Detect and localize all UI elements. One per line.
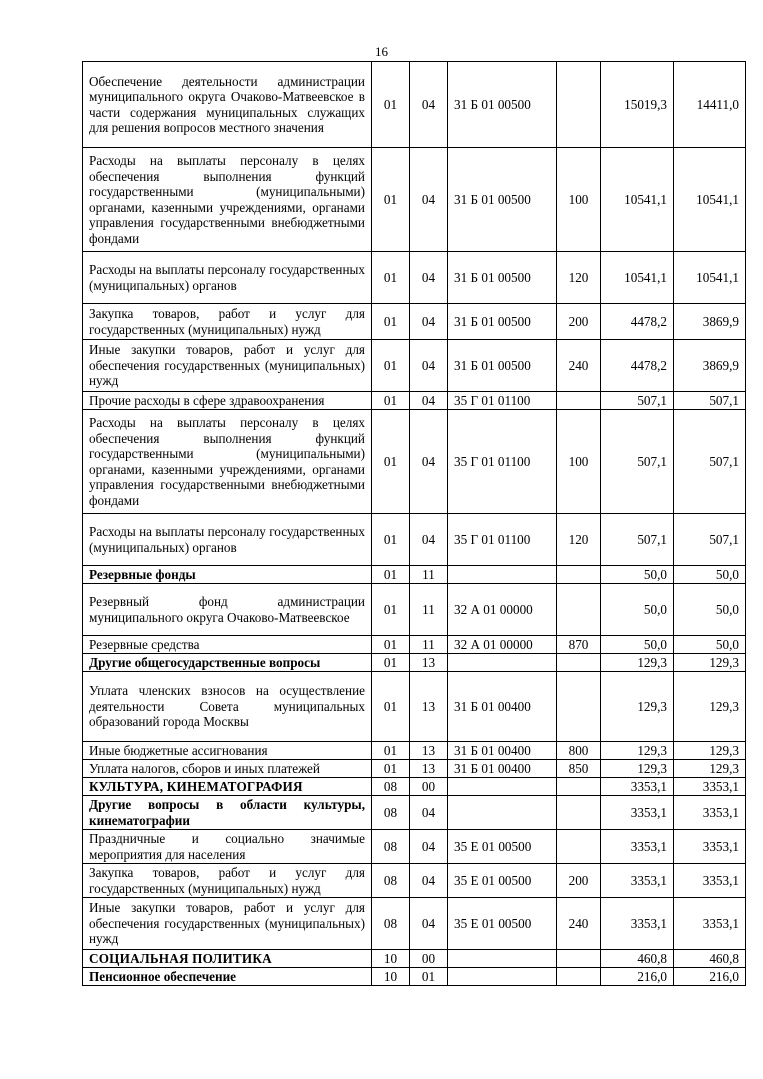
table-row (83, 148, 746, 252)
row-expense-type (557, 778, 601, 796)
row-amount-year1: 507,1 (601, 514, 674, 566)
row-subsection: 04 (410, 62, 448, 148)
row-subsection: 04 (410, 392, 448, 410)
row-name: Расходы на выплаты персоналу в целях обеспечения выполнения функций государственными (муниципальными) органами, казенными учреждениями, органами управления государственными внебюджетными фондами (83, 410, 372, 514)
row-section: 01 (372, 62, 410, 148)
row-name: Иные бюджетные ассигнования (83, 742, 372, 760)
row-expense-type: 200 (557, 864, 601, 898)
row-name: Другие вопросы в области культуры, кинематографии (83, 796, 372, 830)
row-target-article (448, 654, 557, 672)
row-expense-type (557, 672, 601, 742)
table-row (83, 742, 746, 760)
row-expense-type (557, 950, 601, 968)
row-amount-year2: 10541,1 (674, 148, 746, 252)
row-section: 01 (372, 410, 410, 514)
row-expense-type (557, 796, 601, 830)
page-number: 16 (375, 44, 388, 59)
row-subsection: 04 (410, 830, 448, 864)
row-name: Уплата членских взносов на осуществление деятельности Совета муниципальных образований города Москвы (83, 672, 372, 742)
row-subsection: 00 (410, 778, 448, 796)
table-row (83, 796, 746, 830)
row-section: 01 (372, 584, 410, 636)
row-section: 01 (372, 392, 410, 410)
row-name: Расходы на выплаты персоналу в целях обеспечения выполнения функций государственными (муниципальными) органами, казенными учреждениями, органами управления государственными внебюджетными фондами (83, 148, 372, 252)
row-amount-year1: 460,8 (601, 950, 674, 968)
row-target-article: 35 Е 01 00500 (448, 898, 557, 950)
row-subsection: 13 (410, 760, 448, 778)
row-name: Иные закупки товаров, работ и услуг для обеспечения государственных (муниципальных) нужд (83, 340, 372, 392)
row-target-article: 31 Б 01 00500 (448, 148, 557, 252)
row-expense-type (557, 62, 601, 148)
row-amount-year2: 50,0 (674, 636, 746, 654)
row-target-article: 35 Г 01 01100 (448, 392, 557, 410)
table-row (83, 778, 746, 796)
row-expense-type (557, 654, 601, 672)
row-section: 01 (372, 148, 410, 252)
table-row (83, 340, 746, 392)
row-amount-year2: 50,0 (674, 584, 746, 636)
row-target-article (448, 796, 557, 830)
row-amount-year2: 3353,1 (674, 796, 746, 830)
row-amount-year2: 129,3 (674, 760, 746, 778)
row-amount-year2: 129,3 (674, 672, 746, 742)
row-name: Резервные фонды (83, 566, 372, 584)
row-section: 01 (372, 672, 410, 742)
table-row (83, 514, 746, 566)
row-subsection: 04 (410, 340, 448, 392)
row-target-article: 31 Б 01 00500 (448, 252, 557, 304)
row-name: Другие общегосударственные вопросы (83, 654, 372, 672)
table-row (83, 864, 746, 898)
row-amount-year2: 3353,1 (674, 898, 746, 950)
row-amount-year2: 14411,0 (674, 62, 746, 148)
row-expense-type: 800 (557, 742, 601, 760)
table-row (83, 672, 746, 742)
row-name: Резервный фонд администрации муниципального округа Очаково-Матвеевское (83, 584, 372, 636)
row-name: КУЛЬТУРА, КИНЕМАТОГРАФИЯ (83, 778, 372, 796)
row-target-article: 32 А 01 00000 (448, 636, 557, 654)
row-expense-type (557, 584, 601, 636)
row-target-article: 31 Б 01 00500 (448, 62, 557, 148)
budget-table-body (83, 62, 746, 986)
row-subsection: 04 (410, 410, 448, 514)
row-section: 01 (372, 636, 410, 654)
row-subsection: 01 (410, 968, 448, 986)
row-target-article: 31 Б 01 00400 (448, 742, 557, 760)
row-name: Уплата налогов, сборов и иных платежей (83, 760, 372, 778)
row-section: 08 (372, 778, 410, 796)
row-section: 01 (372, 514, 410, 566)
table-row (83, 584, 746, 636)
row-target-article: 31 Б 01 00500 (448, 304, 557, 340)
row-amount-year1: 507,1 (601, 410, 674, 514)
row-subsection: 11 (410, 636, 448, 654)
row-expense-type: 100 (557, 148, 601, 252)
row-target-article: 35 Е 01 00500 (448, 830, 557, 864)
row-amount-year1: 129,3 (601, 672, 674, 742)
row-section: 08 (372, 796, 410, 830)
row-amount-year1: 3353,1 (601, 864, 674, 898)
row-name: Пенсионное обеспечение (83, 968, 372, 986)
row-amount-year2: 10541,1 (674, 252, 746, 304)
row-amount-year2: 129,3 (674, 742, 746, 760)
row-subsection: 11 (410, 566, 448, 584)
row-expense-type (557, 566, 601, 584)
row-name: Праздничные и социально значимые мероприятия для населения (83, 830, 372, 864)
row-target-article: 31 Б 01 00500 (448, 340, 557, 392)
row-target-article: 35 Е 01 00500 (448, 864, 557, 898)
row-amount-year2: 3869,9 (674, 340, 746, 392)
row-amount-year2: 3353,1 (674, 778, 746, 796)
row-name: Закупка товаров, работ и услуг для государственных (муниципальных) нужд (83, 864, 372, 898)
table-row (83, 62, 746, 148)
table-row (83, 392, 746, 410)
row-target-article: 32 А 01 00000 (448, 584, 557, 636)
table-row (83, 830, 746, 864)
row-name: Закупка товаров, работ и услуг для государственных (муниципальных) нужд (83, 304, 372, 340)
row-name: Резервные средства (83, 636, 372, 654)
row-amount-year1: 4478,2 (601, 340, 674, 392)
row-expense-type: 200 (557, 304, 601, 340)
row-target-article (448, 968, 557, 986)
row-amount-year2: 129,3 (674, 654, 746, 672)
row-section: 10 (372, 968, 410, 986)
row-amount-year1: 10541,1 (601, 252, 674, 304)
row-expense-type: 120 (557, 514, 601, 566)
table-row (83, 968, 746, 986)
table-row (83, 760, 746, 778)
row-amount-year2: 507,1 (674, 514, 746, 566)
row-amount-year1: 50,0 (601, 584, 674, 636)
row-target-article: 35 Г 01 01100 (448, 410, 557, 514)
row-expense-type: 870 (557, 636, 601, 654)
row-expense-type: 240 (557, 898, 601, 950)
budget-table (82, 61, 746, 986)
row-target-article (448, 778, 557, 796)
row-name: СОЦИАЛЬНАЯ ПОЛИТИКА (83, 950, 372, 968)
row-amount-year1: 50,0 (601, 636, 674, 654)
table-row (83, 252, 746, 304)
row-section: 01 (372, 252, 410, 304)
row-section: 08 (372, 864, 410, 898)
row-amount-year1: 4478,2 (601, 304, 674, 340)
table-row (83, 566, 746, 584)
row-section: 01 (372, 304, 410, 340)
row-amount-year1: 15019,3 (601, 62, 674, 148)
row-name: Расходы на выплаты персоналу государственных (муниципальных) органов (83, 252, 372, 304)
row-subsection: 04 (410, 252, 448, 304)
row-subsection: 04 (410, 148, 448, 252)
table-row (83, 636, 746, 654)
row-amount-year2: 507,1 (674, 410, 746, 514)
row-amount-year1: 507,1 (601, 392, 674, 410)
row-subsection: 13 (410, 672, 448, 742)
row-amount-year2: 3353,1 (674, 830, 746, 864)
row-section: 01 (372, 760, 410, 778)
row-section: 08 (372, 830, 410, 864)
row-name: Иные закупки товаров, работ и услуг для обеспечения государственных (муниципальных) нужд (83, 898, 372, 950)
row-amount-year1: 50,0 (601, 566, 674, 584)
row-subsection: 04 (410, 796, 448, 830)
row-amount-year1: 3353,1 (601, 898, 674, 950)
row-section: 01 (372, 566, 410, 584)
row-target-article: 31 Б 01 00400 (448, 760, 557, 778)
row-subsection: 04 (410, 898, 448, 950)
row-amount-year2: 50,0 (674, 566, 746, 584)
row-subsection: 00 (410, 950, 448, 968)
row-name: Расходы на выплаты персоналу государственных (муниципальных) органов (83, 514, 372, 566)
row-amount-year1: 3353,1 (601, 830, 674, 864)
row-expense-type (557, 830, 601, 864)
row-amount-year1: 3353,1 (601, 778, 674, 796)
row-section: 10 (372, 950, 410, 968)
row-subsection: 13 (410, 742, 448, 760)
row-amount-year1: 10541,1 (601, 148, 674, 252)
row-section: 08 (372, 898, 410, 950)
row-expense-type: 120 (557, 252, 601, 304)
row-subsection: 13 (410, 654, 448, 672)
row-expense-type: 100 (557, 410, 601, 514)
table-row (83, 898, 746, 950)
row-amount-year1: 129,3 (601, 760, 674, 778)
row-amount-year2: 507,1 (674, 392, 746, 410)
row-amount-year1: 216,0 (601, 968, 674, 986)
row-amount-year1: 129,3 (601, 742, 674, 760)
table-row (83, 654, 746, 672)
row-subsection: 04 (410, 304, 448, 340)
row-target-article (448, 950, 557, 968)
row-subsection: 04 (410, 514, 448, 566)
row-expense-type: 850 (557, 760, 601, 778)
row-section: 01 (372, 340, 410, 392)
row-amount-year2: 216,0 (674, 968, 746, 986)
row-expense-type (557, 392, 601, 410)
row-amount-year1: 129,3 (601, 654, 674, 672)
row-target-article: 35 Г 01 01100 (448, 514, 557, 566)
row-amount-year2: 3869,9 (674, 304, 746, 340)
row-expense-type (557, 968, 601, 986)
row-amount-year2: 3353,1 (674, 864, 746, 898)
row-target-article (448, 566, 557, 584)
table-row (83, 950, 746, 968)
row-amount-year1: 3353,1 (601, 796, 674, 830)
row-expense-type: 240 (557, 340, 601, 392)
row-subsection: 11 (410, 584, 448, 636)
row-subsection: 04 (410, 864, 448, 898)
row-target-article: 31 Б 01 00400 (448, 672, 557, 742)
table-row (83, 410, 746, 514)
table-row (83, 304, 746, 340)
row-section: 01 (372, 654, 410, 672)
row-section: 01 (372, 742, 410, 760)
row-amount-year2: 460,8 (674, 950, 746, 968)
row-name: Прочие расходы в сфере здравоохранения (83, 392, 372, 410)
row-name: Обеспечение деятельности администрации муниципального округа Очаково-Матвеевское в части содержания муниципальных служащих для решения вопросов местного значения (83, 62, 372, 148)
